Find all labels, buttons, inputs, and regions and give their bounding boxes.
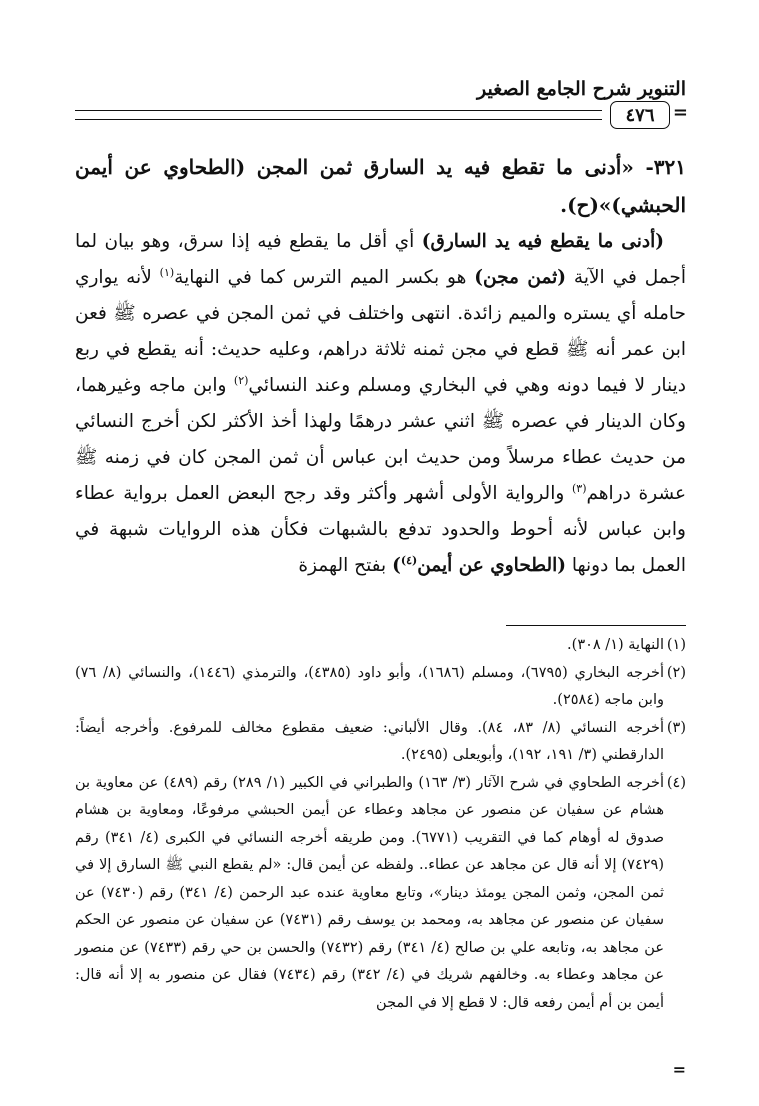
footnote bbox=[75, 632, 686, 660]
footnote-text: أخرجه الطحاوي في شرح الآثار (٣/ ١٦٣) والطبراني في الكبير (١/ ٢٨٩) رقم (٤٨٩) عن معاوية بن هشام عن سفيان عن منصور عن مجاهد وعطاء عن أيمن الحبشي مرفوعًا، ومعاوية بن هشام صدوق له أوهام كما في التقريب (٦٧٧١). ومن طريقه أخرجه النسائي في الكبرى (٤/ ٣٤١) رقم (٧٤٢٩) إلا أنه قال عن مجاهد عن عطاء.. ولفظه عن أيمن قال: «لم يقطع النبي ﷺ السارق إلا في ثمن المجن، وثمن المجن يومئذ دينار»، وتابع معاوية عنده عبد الرحمن (٤/ ٣٤١) رقم (٧٤٣٠) عن سفيان عن منصور عن مجاهد به، ومحمد بن يوسف رقم (٧٤٣١) عن سفيان عن منصور عن الحكم عن مجاهد به، وتابعه علي بن صالح (٤/ ٣٤١) رقم (٧٤٣٢) والحسن بن حي رقم (٧٤٣٣) عن منصور عن مجاهد وعطاء به. وخالفهم شريك في (٤/ ٣٤٢) رقم (٧٤٣٤) فقال عن منصور به إلا أنه قال: أيمن بن أم أيمن رفعه قال: لا قطع إلا في المجن bbox=[75, 774, 665, 1011]
commentary-text: لأنه يواري حامله أي يستره والميم زائدة. انتهى واختلف في ثمن المجن في عصره ﷺ فعن ابن عمر أنه ﷺ قطع في مجن ثمنه ثلاثة دراهم، وعليه حديث: أنه يقطع في ربع دينار لا فيما دونه وهي في البخاري ومسلم وعند النسائي bbox=[75, 267, 686, 396]
footnote bbox=[75, 715, 686, 770]
footnote-number: (٤) bbox=[666, 774, 686, 791]
commentary-text: أي أقل ما يقطع فيه إذا سرق، وهو بيان لما أجمل في الآية bbox=[75, 231, 686, 288]
footnote-separator bbox=[506, 625, 686, 626]
footnote-text: النهاية (١/ ٣٠٨). bbox=[567, 637, 664, 653]
header-double-rule bbox=[75, 110, 602, 120]
footnote-number: (١) bbox=[666, 637, 686, 653]
footnote bbox=[75, 770, 686, 1018]
footnotes bbox=[75, 632, 686, 1017]
commentary-paragraph bbox=[75, 224, 686, 584]
book-page bbox=[75, 70, 688, 1079]
footnote-ref[interactable]: (١) bbox=[159, 265, 175, 279]
page-number-box bbox=[610, 101, 670, 129]
hadith-text: ٣٢١- «أدنى ما تقطع فيه يد السارق ثمن المجن (الطحاوي عن أيمن الحبشي)»(ح). bbox=[75, 155, 686, 217]
running-title: التنوير شرح الجامع الصغير bbox=[477, 78, 686, 100]
footnote-number: (٢) bbox=[666, 664, 686, 681]
footnote bbox=[75, 660, 686, 715]
commentary-term: (ثمن مجن) bbox=[474, 267, 567, 288]
continuation-mark: = bbox=[672, 1060, 686, 1079]
commentary-term: (الطحاوي عن أيمن$^{(٤)}$) bbox=[392, 553, 566, 576]
footnote-ref[interactable]: (٢) bbox=[233, 373, 249, 387]
footnote-number: (٣) bbox=[666, 719, 686, 736]
footnote-text: أخرجه النسائي (٨/ ٨٣، ٨٤). وقال الألباني: ضعيف مقطوع مخالف للمرفوع. وأخرجه أيضاً: الدارقطني (٣/ ١٩١، ١٩٢)، وأبويعلى (٢٤٩٥). bbox=[75, 719, 665, 763]
commentary-term: (أدنى ما يقطع فيه يد السارق) bbox=[421, 231, 665, 252]
page-number: ٤٧٦ bbox=[625, 104, 655, 126]
footnote-text: أخرجه البخاري (٦٧٩٥)، ومسلم (١٦٨٦)، وأبو داود (٤٣٨٥)، والترمذي (١٤٤٦)، والنسائي (٨/ ٧٦) وابن ماجه (٢٥٨٤). bbox=[75, 664, 665, 708]
commentary-text: والرواية الأولى أشهر وأكثر وقد رجح البعض العمل برواية عطاء وابن عباس لأنه أحوط والحدود تدفع بالشبهات فكأن هذه الروايات شبهة في العمل بما دونها bbox=[75, 483, 686, 576]
page-number-ornament: = bbox=[672, 102, 688, 123]
commentary-text: هو بكسر الميم الترس كما في النهاية bbox=[174, 267, 475, 288]
footnote-ref[interactable]: (٣) bbox=[571, 481, 587, 495]
commentary-text: وابن ماجه وغيرهما، وكان الدينار في عصره ﷺ اثني عشر درهمًا ولهذا أخذ الأكثر لكن أخرج النسائي من حديث عطاء مرسلاً ومن حديث ابن عباس أن ثمن المجن كان في زمنه ﷺ عشرة دراهم bbox=[75, 375, 687, 504]
main-text bbox=[75, 148, 686, 584]
footnote-ref[interactable]: (٤) bbox=[400, 553, 418, 567]
commentary-text: بفتح الهمزة bbox=[298, 555, 393, 576]
